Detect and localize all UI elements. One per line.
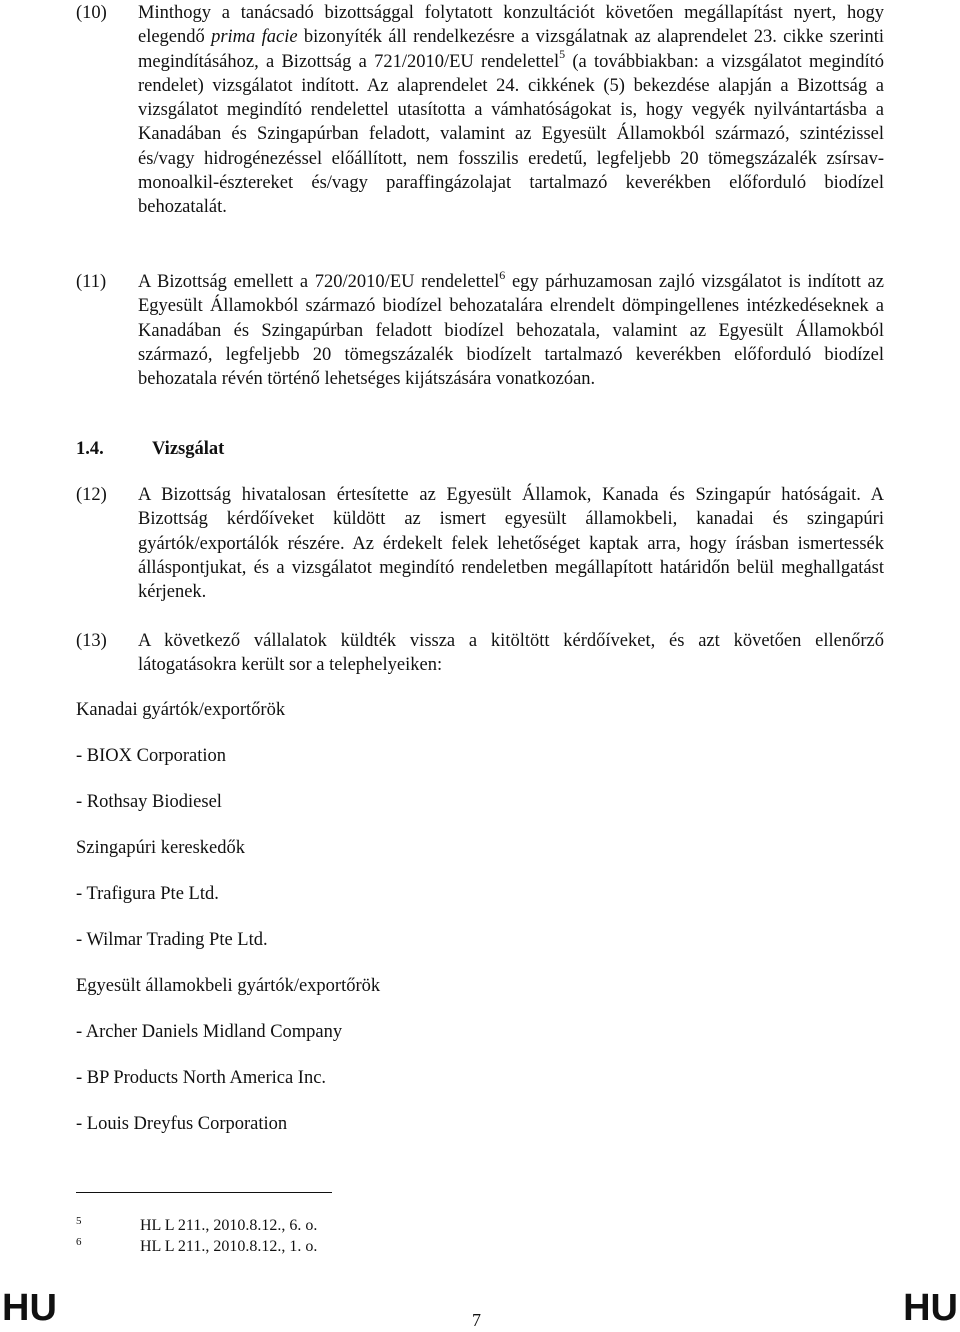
- paragraph-number: (10): [76, 3, 107, 23]
- footnote-divider: [76, 1192, 332, 1193]
- company-item: - Archer Daniels Midland Company: [76, 1022, 343, 1042]
- paragraph-13: [0, 629, 960, 678]
- paragraph-body: A következő vállalatok küldték vissza a kitöltött kérdőíveket, és azt követően ellenőrző látogatásokra került sor a telephelyeiken:: [138, 631, 884, 676]
- company-item: - Rothsay Biodiesel: [76, 792, 222, 812]
- company-item: - Trafigura Pte Ltd.: [76, 884, 219, 904]
- paragraph-11: [0, 267, 960, 391]
- section-title: Vizsgálat: [152, 439, 225, 459]
- paragraph-number: (12): [76, 485, 107, 505]
- footnote-mark: 6: [76, 1236, 82, 1248]
- footnote-mark: 5: [76, 1215, 82, 1227]
- company-item: - Louis Dreyfus Corporation: [76, 1114, 288, 1134]
- company-item: - BIOX Corporation: [76, 746, 227, 766]
- canada-heading: Kanadai gyártók/exportőrök: [76, 700, 286, 720]
- paragraph-number: (11): [76, 272, 107, 292]
- paragraph-body: A Bizottság hivatalosan értesítette az Egyesült Államok, Kanada és Szingapúr hatóságait. A Bizottság kérdőíveket küldött az ismert egyesült államokbeli, kanadai és szingapúri gyártók/exportálók részére. Az érdekelt felek lehetőséget kaptak arra, hogy írásban ismertessék álláspontjukat, és a vizsgálatot megindító rendeletben megállapított határidőn belül meghallgatást kérjenek.: [138, 485, 884, 603]
- italic-term: prima facie: [211, 27, 298, 48]
- paragraph-body: Minthogy a tanácsadó bizottsággal folytatott konzultációt követően megállapítást nyert, hogy elegendő prima facie bizonyíték áll rendelkezésre a vizsgálatnak az alaprendelet 23. cikke szerinti megindításához, a Bizottság a 721/2010/EU rendelettel$^5$ (a továbbiakban: a vizsgálatot megindító rendelet) vizsgálatot indított. Az alaprendelet 24. cikkének (5) bekezdése alapján a Bizottság a vizsgálatot megindító rendelettel utasította a vámhatóságokat is, hogy vegyék nyilvántartásba a Kanadában és Szingapúrban feladott, valamint az Egyesült Államokból származó, szintézissel és/vagy hidrogénezéssel előállított, nem fosszilis eredetű, legfeljebb 20 tömegszázalék zsírsav-monoalkil-észtereket és/vagy paraffingázolajat tartalmazó keverékben előforduló biodízel behozatalát.: [138, 3, 885, 218]
- footnote-text: HL L 211., 2010.8.12., 1. o.: [140, 1238, 318, 1255]
- company-item: - Wilmar Trading Pte Ltd.: [76, 930, 268, 950]
- paragraph-12: [0, 483, 960, 604]
- section-number: 1.4.: [76, 439, 104, 459]
- paragraph-10: [0, 1, 960, 220]
- footnote-text: HL L 211., 2010.8.12., 6. o.: [140, 1217, 318, 1234]
- paragraph-body: A Bizottság emellett a 720/2010/EU rendelettel$^6$ egy párhuzamosan zajló vizsgálatot is indított az Egyesült Államokból származó biodízel behozatalára elrendelt dömpingellenes intézkedéseknek a Kanadában és Szingapúrban feladott biodízel behozatala, valamint az Egyesült Államokból származó, legfeljebb 20 tömegszázalék biodízelt tartalmazó keverékben előforduló biodízel behozatala révén történő lehetséges kijátszására vonatkozóan.: [138, 267, 884, 390]
- paragraph-number: (13): [76, 631, 107, 651]
- singapore-heading: Szingapúri kereskedők: [76, 838, 246, 858]
- page-number: 7: [472, 1310, 481, 1330]
- footnote: [76, 1237, 576, 1257]
- company-item: - BP Products North America Inc.: [76, 1068, 327, 1088]
- language-code-left: HU: [2, 1287, 57, 1329]
- language-code-right: HU: [903, 1287, 958, 1329]
- us-heading: Egyesült államokbeli gyártók/exportőrök: [76, 976, 381, 996]
- footnote: [76, 1216, 576, 1236]
- footnote-ref[interactable]: 5: [559, 47, 566, 62]
- footnote-ref[interactable]: 6: [499, 267, 506, 282]
